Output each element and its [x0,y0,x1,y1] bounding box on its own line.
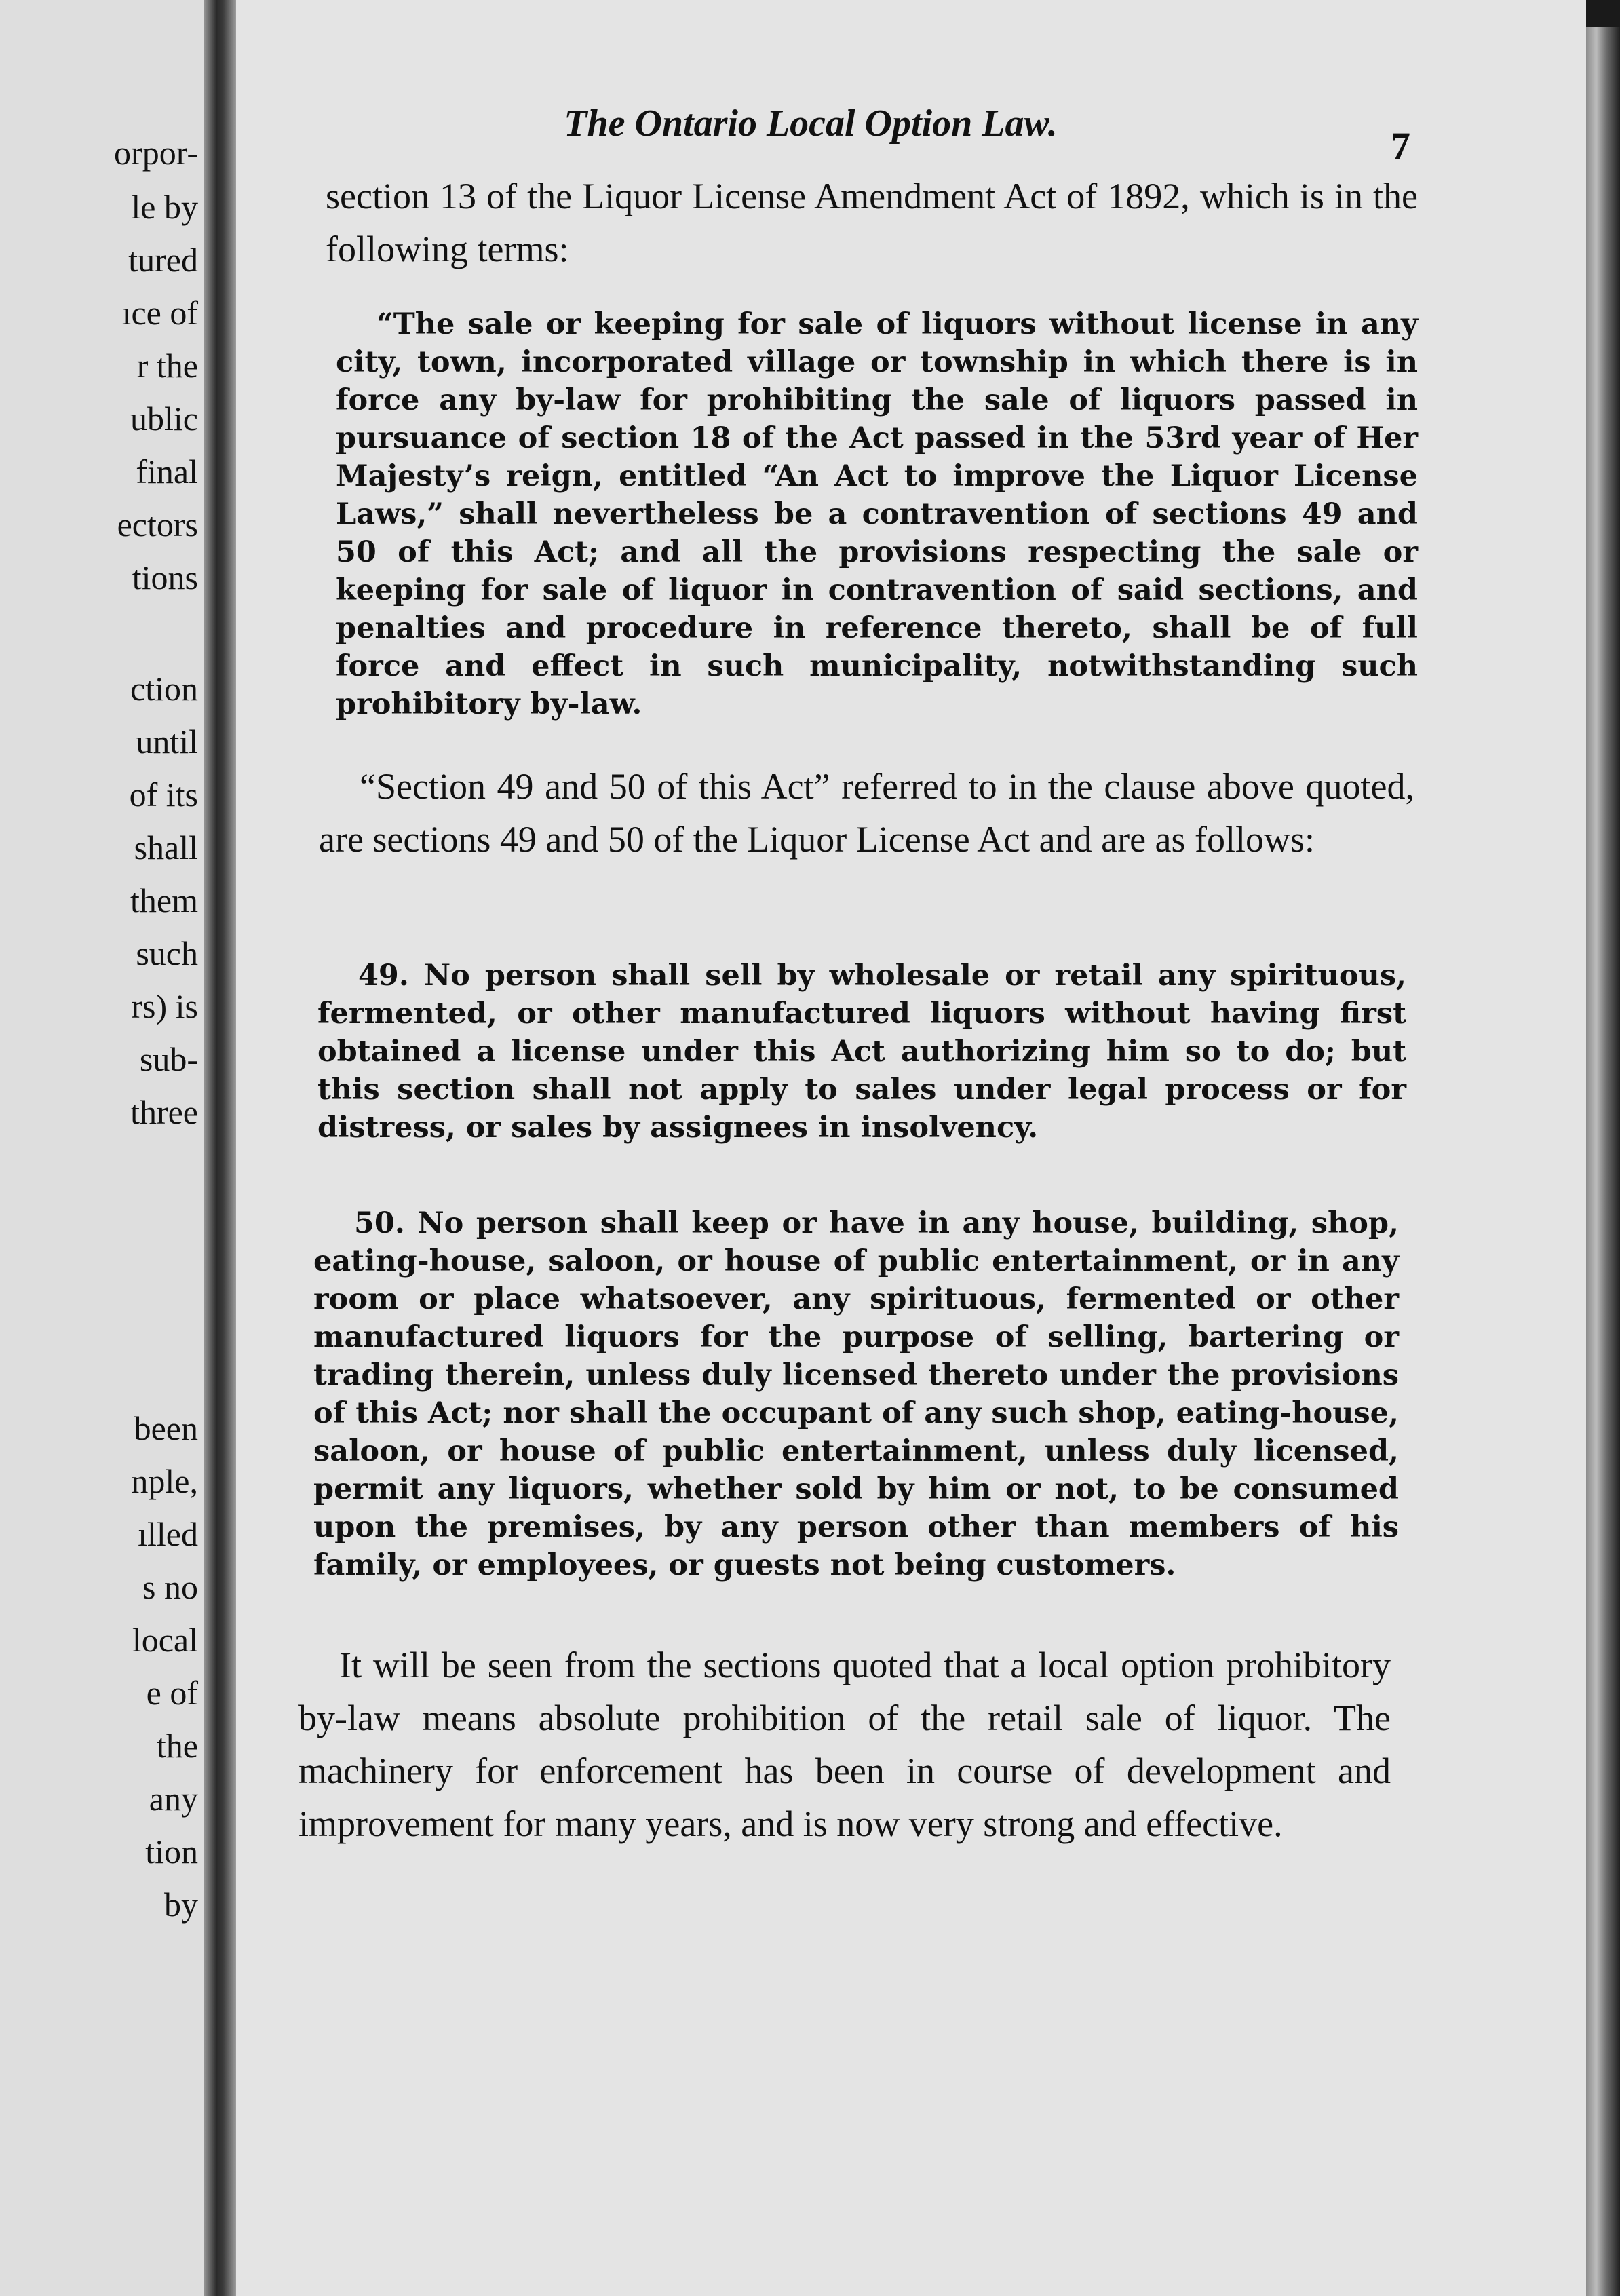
facing-page-line: shall [134,828,198,866]
facing-page-line: nple, [131,1462,198,1500]
facing-page-line: tions [132,558,198,596]
facing-page-line: ılled [138,1515,198,1553]
section-50 [313,1204,1399,1584]
facing-page-line: three [130,1093,198,1131]
section-49 [317,957,1406,1147]
bridge-text: “Section 49 and 50 of this Act” referred to in the clause above quoted, are sections 49 and 50 of the Liquor License Act and are as follows: [319,766,1414,860]
facing-page-line: s no [142,1568,198,1606]
facing-page-line: orpor- [114,134,198,172]
facing-page-line: ublic [130,400,198,438]
facing-page-line: final [136,453,198,491]
facing-page-line: any [149,1780,198,1818]
facing-page-line: of its [129,776,198,814]
intro-paragraph [326,170,1418,275]
facing-page-line: them [130,881,198,919]
facing-page-line: ıce of [121,294,198,332]
page-edge [1586,27,1620,2296]
section-50-text: 50. No person shall keep or have in any house, building, shop, eating-house, saloon, or house of public entertainment, or in any room or place whatsoever, any spirituous, fermented or other manufactured liquors for the purpose of selling, bartering or trading therein, unless duly licensed thereto under the provisions of this Act; nor shall the occupant of any such shop, eating-house, saloon, or house of public entertainment, unless duly licensed, permit any liquors, whether sold by him or not, to be consumed upon the premises, by any person other than members of his family, or employees, or guests not being customers. [313,1206,1399,1582]
facing-page-line: ectors [117,505,198,543]
facing-page-line: been [134,1409,198,1447]
quote-section-13 [336,305,1418,723]
facing-page-line: such [136,934,198,972]
running-head: The Ontario Local Option Law. [564,102,1058,145]
facing-page-line: sub- [139,1040,198,1078]
facing-page-line: tured [128,241,198,279]
book-gutter [204,0,236,2296]
intro-text: section 13 of the Liquor License Amendment Act of 1892, which is in the following terms: [326,176,1418,269]
facing-page-line: the [156,1727,198,1765]
facing-page-line: until [136,723,198,761]
facing-page-line: e of [146,1674,198,1712]
facing-page-line: r the [136,347,198,385]
conclusion-text: It will be seen from the sections quoted that a local option prohibitory by-law means absolute prohibition of the retail sale of liquor. The machinery for enforcement has been in course of development and improvement for many years, and is now very strong and effective. [298,1645,1391,1844]
quote-section-13-text: “The sale or keeping for sale of liquors without license in any city, town, incorporated village or township in which there is in force any by-law for prohibiting the sale of liquors passed in pursuance of section 18 of the Act passed in the 53rd year of Her Majesty’s reign, entitled “An Act to improve the Liquor License Laws,” shall nevertheless be a contravention of sections 49 and 50 of this Act; and all the provisions respecting the sale or keeping for sale of liquor in contravention of said sections, and penalties and procedure in reference thereto, shall be of full force and effect in such municipality, notwithstanding such prohibitory by-law. [336,307,1418,721]
facing-page-fragment [0,0,204,2296]
bridge-paragraph [319,760,1414,866]
conclusion-paragraph [298,1639,1391,1850]
facing-page-line: local [132,1621,198,1659]
facing-page-line: le by [131,188,198,226]
section-49-text: 49. No person shall sell by wholesale or retail any spirituous, fermented, or other manufactured liquors without having first obtained a license under this Act authorizing him so to do; but this section shall not apply to sales under legal process or for distress, or sales by assignees in insolvency. [317,959,1406,1145]
facing-page-line: ction [130,670,198,708]
facing-page-line: tion [145,1833,198,1871]
facing-page-line: rs) is [131,987,198,1025]
facing-page-line: by [164,1886,198,1924]
page-number: 7 [1391,124,1410,168]
